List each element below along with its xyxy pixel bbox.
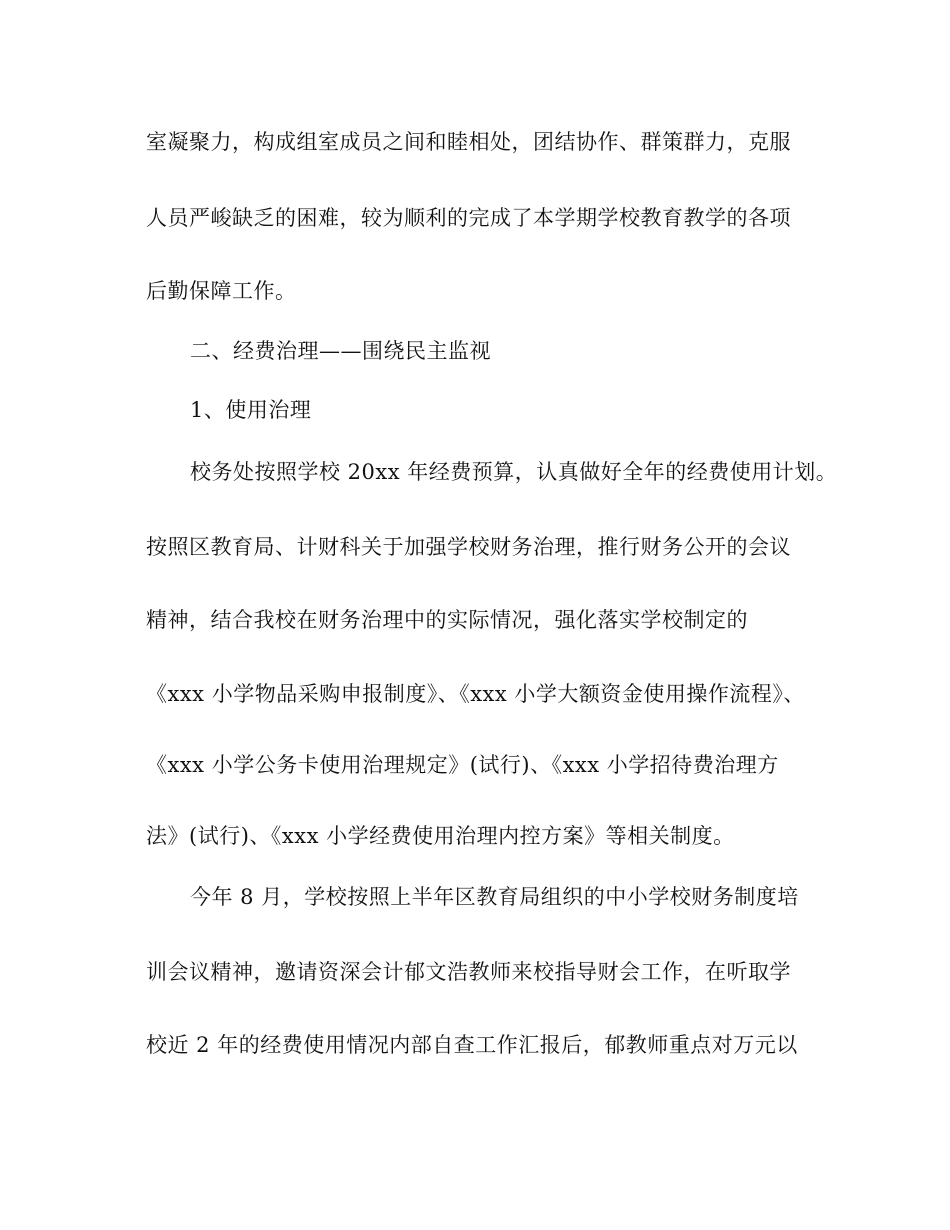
paragraph-line: 后勤保障工作。 (146, 279, 297, 303)
paragraph-line: 法》(试行)、《xxx 小学经费使用治理内控方案》等相关制度。 (146, 824, 735, 848)
paragraph-line: 按照区教育局、计财科关于加强学校财务治理，推行财务公开的会议 (146, 535, 791, 559)
paragraph-line: 《xxx 小学物品采购申报制度》、《xxx 小学大额资金使用操作流程》、 (146, 682, 805, 706)
paragraph-line: 室凝聚力，构成组室成员之间和睦相处，团结协作、群策群力，克服 (146, 130, 791, 154)
paragraph-line: 人员严峻缺乏的困难，较为顺利的完成了本学期学校教育教学的各项 (146, 206, 791, 230)
subsection-heading: 1、使用治理 (190, 398, 312, 422)
paragraph-line: 训会议精神，邀请资深会计郁文浩教师来校指导财会工作，在听取学 (146, 960, 791, 984)
paragraph-line: 精神，结合我校在财务治理中的实际情况，强化落实学校制定的 (146, 608, 748, 632)
paragraph-line: 今年 8 月，学校按照上半年区教育局组织的中小学校财务制度培 (190, 885, 799, 909)
paragraph-line: 校近 2 年的经费使用情况内部自查工作汇报后，郁教师重点对万元以 (146, 1033, 798, 1057)
paragraph-line: 《xxx 小学公务卡使用治理规定》(试行)、《xxx 小学招待费治理方 (146, 753, 779, 777)
section-heading: 二、经费治理——围绕民主监视 (190, 339, 491, 363)
paragraph-line: 校务处按照学校 20xx 年经费预算，认真做好全年的经费使用计划。 (190, 460, 838, 484)
